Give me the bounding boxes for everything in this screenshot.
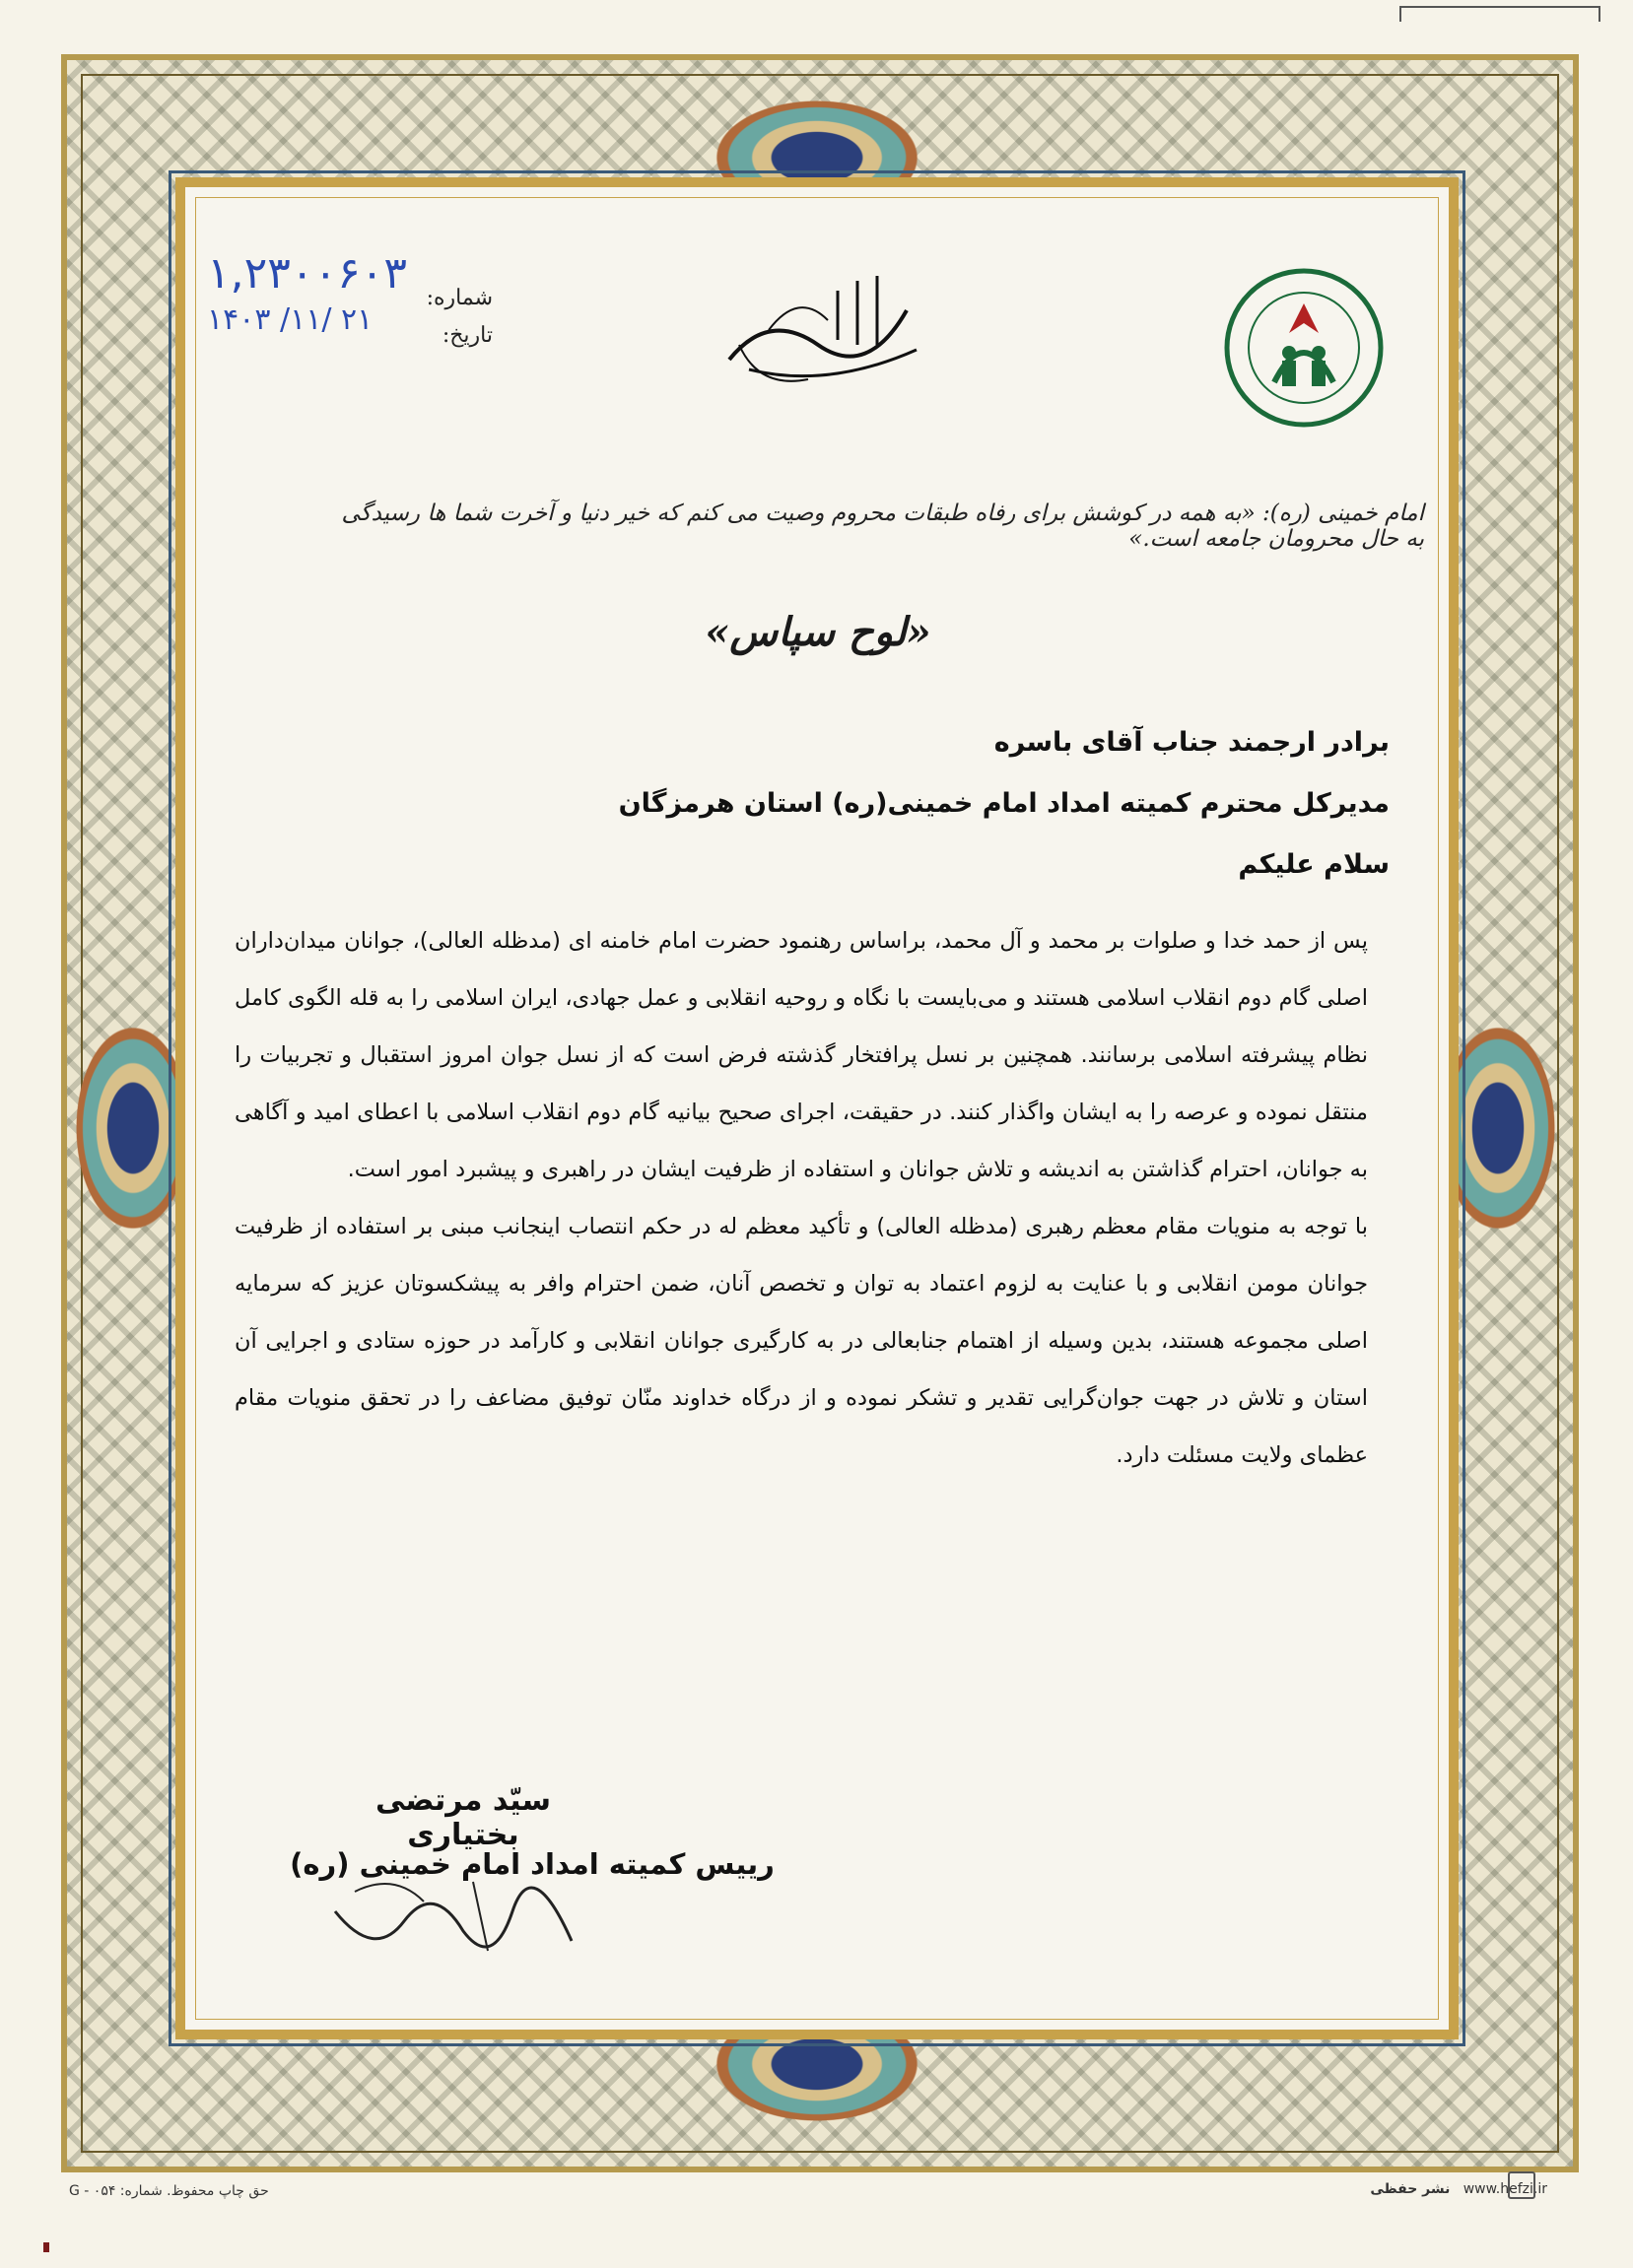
body-paragraph-2: با توجه به منویات مقام معظم رهبری (مدظله العالی) و تأکید معظم له در حکم انتصاب اینجانب مبنی بر استفاده از ظرفیت جوانان مومن انقلابی و با عنایت به لزوم اعتماد به توان و تخصص آنان، ضمن احترام وافر به پیشکسوتان عزیز که سرمایه اصلی مجموعه هستند، بدین وسیله از اهتمام جنابعالی در به کارگیری جوانان انقلابی و کارآمد در حوزه ستادی و اجرایی آن استان و تلاش در جهت جوان‌گرایی تقدیر و تشکر نموده و از درگاه خداوند منّان توفیق مضاعف را در تحقق منویات مقام عظمای ولایت مسئلت دارد.: [235, 1214, 1368, 1468]
greeting: سلام علیکم: [1238, 849, 1390, 880]
certificate-title: «لوح سپاس»: [705, 609, 931, 655]
publisher-site: www.hefzi.ir: [1463, 2181, 1547, 2197]
basmala-calligraphy-icon: [710, 251, 946, 399]
reference-values: [207, 244, 424, 337]
addressee-line-1: برادر ارجمند جناب آقای باسره: [993, 727, 1390, 758]
scan-corner-mark: [1399, 6, 1600, 22]
letter-number: ۱,۲۳۰۰۶۰۳: [207, 248, 408, 299]
reference-labels: [414, 280, 493, 355]
publisher-logo-icon: [1508, 2171, 1535, 2199]
copyright-footer: حق چاپ محفوظ. شماره: G - ۰۵۴: [69, 2183, 269, 2199]
publisher-name: نشر حفظی: [1370, 2181, 1451, 2197]
signatory-title: رییس کمیته امداد امام خمینی (ره): [290, 1847, 775, 1881]
body-paragraph-1: پس از حمد خدا و صلوات بر محمد و آل محمد، براساس رهنمود حضرت امام خامنه ای (مدظله العالی)، جوانان میدان‌داران اصلی گام دوم انقلاب اسلامی هستند و می‌بایست با نگاه و روحیه انقلابی و عمل جهادی، ایران اسلامی را به قله الگوی کامل نظام پیشرفته اسلامی برسانند. همچنین بر نسل پرافتخار گذشته فرض است که از نسل جوان امروز استقبال و تجربیات را منتقل نموده و عرصه را به ایشان واگذار کنند. در حقیقت، اجرای صحیح بیانیه گام دوم انقلاب اسلامی با اعطای امید و آگاهی به جوانان، احترام گذاشتن به اندیشه و تلاش جوانان و استفاده از ظرفیت ایشان در راهبری و پیشبرد امور است.: [235, 928, 1368, 1182]
handwritten-signature-icon: [315, 1852, 611, 1970]
number-label: شماره:: [426, 286, 493, 310]
addressee-line-2: مدیرکل محترم کمیته امداد امام خمینی(ره) استان هرمزگان: [618, 788, 1390, 819]
scan-edge-mark: [43, 2242, 49, 2252]
letter-date: ۱۴۰۳ /۱۱/ ۲۱: [207, 302, 374, 337]
date-label: تاریخ:: [442, 323, 493, 348]
imam-khomeini-relief-committee-logo-icon: [1220, 264, 1388, 432]
letter-body: [235, 912, 1368, 1484]
signatory-name: سیّد مرتضی بختیاری: [375, 1783, 551, 1852]
imam-khomeini-quote: امام خمینی (ره): «به همه در کوشش برای رفاه طبقات محروم وصیت می کنم که خیر دنیا و آخرت شما ها رسیدگی به حال محرومان جامعه است.»: [341, 500, 1424, 552]
